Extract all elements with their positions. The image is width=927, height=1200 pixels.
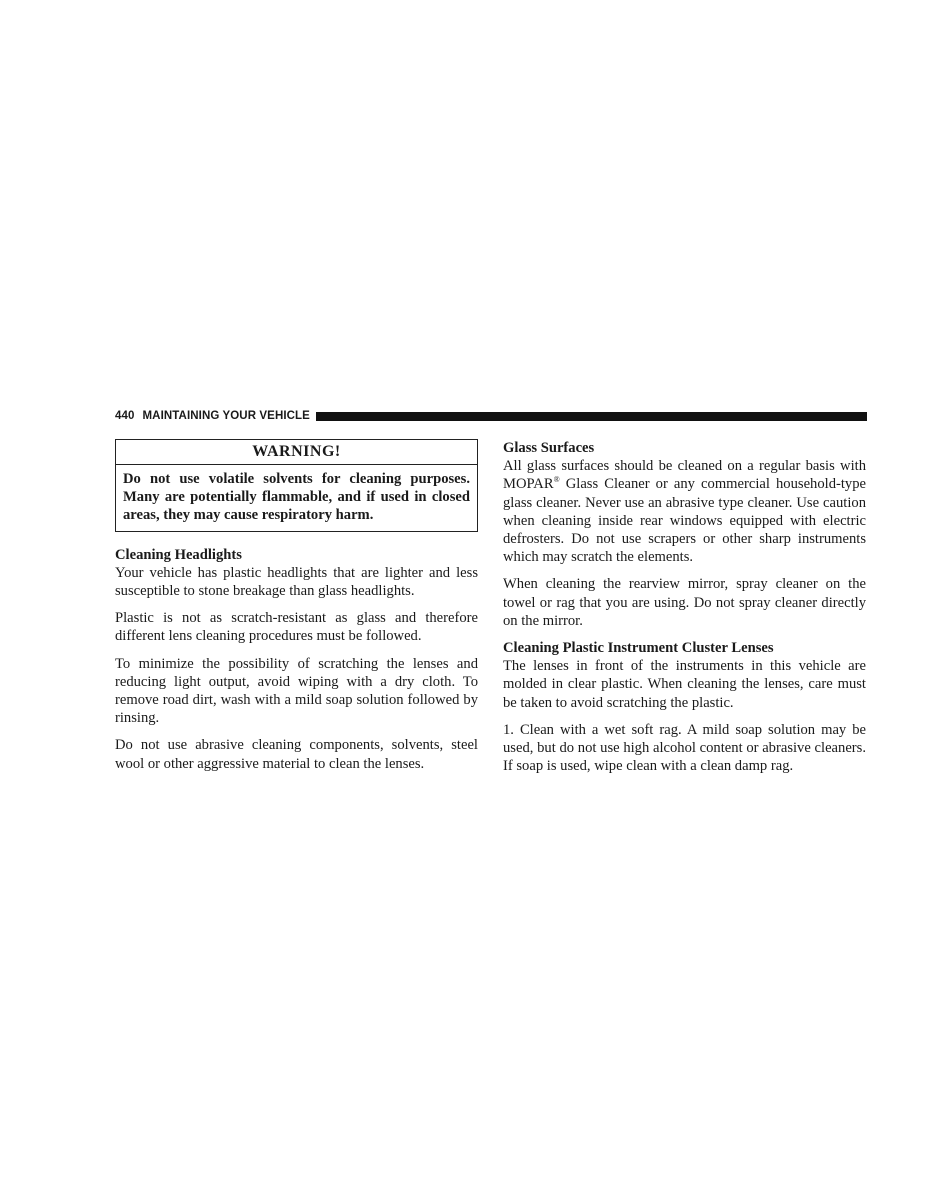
headlights-paragraph-2: Plastic is not as scratch-resistant as glass and therefore different lens cleaning procedures must be followed. xyxy=(115,610,478,645)
page-header xyxy=(115,409,867,423)
glass-paragraph-1-end: Glass Cleaner or any commercial household-type glass cleaner. Never use an abrasive type cleaner. Use caution when cleaning inside rear windows equipped with electric defrosters. Do not use scrapers or other sharp instruments which may scratch the elements. xyxy=(503,476,866,566)
headlights-paragraph-3: To minimize the possibility of scratching the lenses and reducing light output, avoid wiping with a dry cloth. To remove road dirt, wash with a mild soap solution followed by rinsing. xyxy=(115,655,478,727)
glass-paragraph-2: When cleaning the rearview mirror, spray cleaner on the towel or rag that you are using. Do not spray cleaner directly on the mirror. xyxy=(503,576,866,629)
page-number: 440 xyxy=(115,410,135,422)
glass-paragraph-1 xyxy=(503,457,866,566)
cluster-heading: Cleaning Plastic Instrument Cluster Lenses xyxy=(503,640,774,657)
headlights-paragraph-4: Do not use abrasive cleaning components, solvents, steel wool or other aggressive material to clean the lenses. xyxy=(115,737,478,772)
cluster-step-1: 1. Clean with a wet soft rag. A mild soap solution may be used, but do not use high alcohol content or abrasive cleaners. If soap is used, wipe clean with a clean damp rag. xyxy=(503,721,866,775)
right-column xyxy=(503,439,866,784)
header-rule xyxy=(316,412,867,421)
registered-mark: ® xyxy=(553,475,560,485)
left-column xyxy=(115,439,478,782)
glass-paragraph-1-start: All glass surfaces should be cleaned on a regular basis with MOPAR xyxy=(503,458,866,493)
section-title: MAINTAINING YOUR VEHICLE xyxy=(142,410,310,422)
warning-title: WARNING! xyxy=(116,440,477,465)
warning-body: Do not use volatile solvents for cleaning purposes. Many are potentially flammable, and if used in closed areas, they may cause respiratory harm. xyxy=(123,471,470,524)
headlights-heading: Cleaning Headlights xyxy=(115,546,242,563)
warning-box xyxy=(115,439,478,532)
glass-heading: Glass Surfaces xyxy=(503,440,595,456)
headlights-paragraph-1: Your vehicle has plastic headlights that are lighter and less susceptible to stone breakage than glass headlights. xyxy=(115,564,478,600)
cluster-paragraph-1: The lenses in front of the instruments in this vehicle are molded in clear plastic. When cleaning the lenses, care must be taken to avoid scratching the plastic. xyxy=(503,658,866,711)
